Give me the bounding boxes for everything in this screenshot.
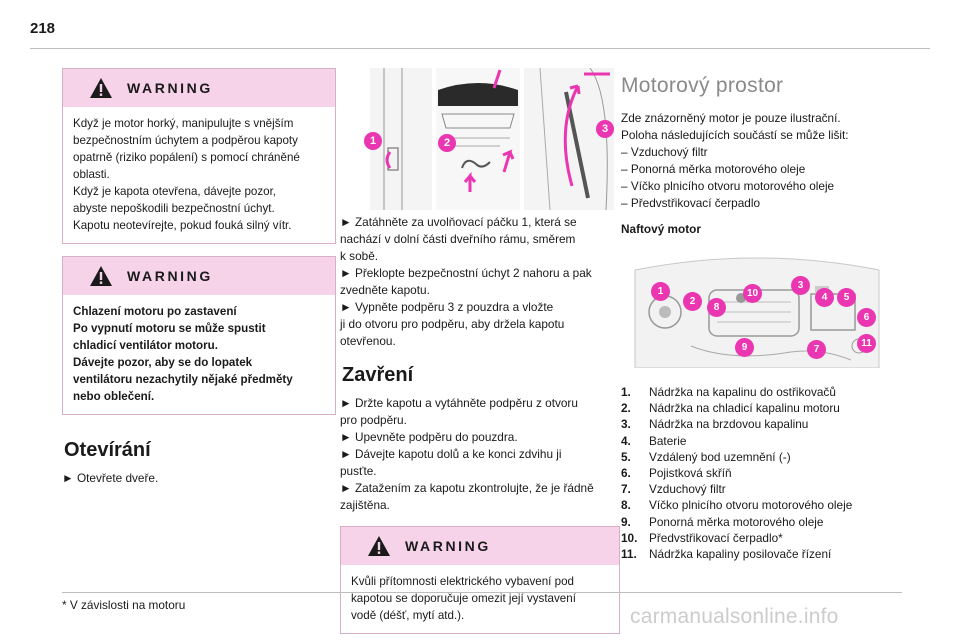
engine-intro: Zde znázorněný motor je pouze ilustrační. Poloha následujících součástí se může lišit: – Vzduchový filtr – Ponorná měrka motorového oleje – Víčko plnicího otvoru motorového oleje – Předvstřikovací čerpadlo bbox=[621, 111, 849, 210]
warning-text: Chlazení motoru po zastavení Po vypnutí motoru se může spustit chladicí ventilátor motoru. Dávejte pozor, aby se do lopatek ventilátoru nezachytily nějaké předměty nebo oblečení. bbox=[73, 305, 293, 403]
list-item: 2. Nádržka na chladicí kapalinu motoru bbox=[621, 401, 840, 416]
section-heading-closing: Zavření bbox=[342, 364, 414, 386]
list-item: 3. Nádržka na brzdovou kapalinu bbox=[621, 417, 809, 432]
opening-steps: ► Zatáhněte za uvolňovací páčku 1, která se nachází v dolní části dveřního rámu, směrem k sobě. ► Překlopte bezpečnostní úchyt 2 nahoru a pak zvedněte kapotu. ► Vypněte podpěru 3 z pouzdra a vložte ji do otvoru pro podpěru, aby držela kapotu otevřenou. bbox=[340, 215, 592, 348]
engine-type-label: Naftový motor bbox=[621, 222, 701, 236]
warning-box-cooling-fan bbox=[62, 256, 336, 415]
warning-triangle-icon bbox=[367, 535, 391, 557]
hood-illustration-graphic bbox=[344, 68, 618, 210]
warning-text: Když je motor horký, manipulujte s vnějším bezpečnostním úchytem a podpěrou kapoty opatrně (riziko popálení) s pomocí chráněné oblasti. Když je kapota otevřena, dávejte pozor, abyste nepoškodili bezpečnostní úchyt. Kapotu neotevírejte, pokud fouká silný vítr. bbox=[73, 117, 300, 232]
warning-text: Kvůli přítomnosti elektrického vybavení pod kapotou se doporučuje omezit její vystavení vodě (déšť, mytí atd.). bbox=[351, 575, 576, 622]
list-item: 5. Vzdálený bod uzemnění (-) bbox=[621, 449, 791, 464]
list-item: 10. Předvstřikovací čerpadlo* bbox=[621, 530, 783, 545]
engine-callout-3: 3 bbox=[791, 276, 810, 295]
engine-callout-6: 6 bbox=[857, 308, 876, 327]
left-column bbox=[62, 68, 336, 487]
warning-header bbox=[63, 69, 335, 107]
section-heading-opening: Otevírání bbox=[64, 439, 151, 461]
engine-callout-4: 4 bbox=[815, 288, 834, 307]
list-item: 9. Ponorná měrka motorového oleje bbox=[621, 514, 824, 529]
engine-callout-5: 5 bbox=[837, 288, 856, 307]
list-item: 4. Baterie bbox=[621, 433, 687, 448]
page-number: 218 bbox=[30, 20, 56, 37]
warning-box-hot-engine bbox=[62, 68, 336, 244]
hood-release-illustration bbox=[344, 68, 618, 210]
list-item: 11. Nádržka kapaliny posilovače řízení bbox=[621, 547, 832, 562]
warning-triangle-icon bbox=[89, 77, 113, 99]
list-item: 1. Nádržka na kapalinu do ostřikovačů bbox=[621, 385, 836, 399]
engine-callout-9: 9 bbox=[735, 338, 754, 357]
warning-header bbox=[341, 527, 619, 565]
engine-callout-7: 7 bbox=[807, 340, 826, 359]
watermark: carmanualsonline.info bbox=[630, 605, 839, 628]
callout-3: 3 bbox=[596, 120, 614, 138]
callout-2: 2 bbox=[438, 134, 456, 152]
warning-title: WARNING bbox=[405, 538, 491, 554]
warning-title: WARNING bbox=[127, 268, 213, 284]
page-title: Motorový prostor bbox=[621, 74, 784, 97]
callout-1: 1 bbox=[364, 132, 382, 150]
engine-callout-10: 10 bbox=[743, 284, 762, 303]
list-item: 8. Víčko plnicího otvoru motorového oleje bbox=[621, 498, 853, 513]
engine-callout-2: 2 bbox=[683, 292, 702, 311]
engine-callout-8: 8 bbox=[707, 298, 726, 317]
list-item: 6. Pojistková skříň bbox=[621, 466, 732, 481]
middle-column bbox=[340, 68, 620, 634]
parts-list bbox=[621, 384, 902, 562]
warning-box-electrical bbox=[340, 526, 620, 634]
warning-title: WARNING bbox=[127, 80, 213, 96]
header-divider bbox=[30, 48, 930, 49]
footer-divider bbox=[62, 592, 902, 593]
warning-header bbox=[63, 257, 335, 295]
footnote: * V závislosti na motoru bbox=[62, 598, 186, 612]
engine-callout-11: 11 bbox=[857, 334, 876, 353]
closing-steps: ► Držte kapotu a vytáhněte podpěru z otvoru pro podpěru. ► Upevněte podpěru do pouzdra. ► Dávejte kapotu dolů a ke konci zdvihu ji pusťte. ► Zatažením za kapotu zkontrolujte, že je řádně zajištěna. bbox=[340, 396, 594, 512]
engine-bay-graphic bbox=[631, 250, 883, 368]
right-column bbox=[621, 68, 902, 562]
warning-triangle-icon bbox=[89, 265, 113, 287]
list-item: 7. Vzduchový filtr bbox=[621, 482, 726, 497]
engine-callout-1: 1 bbox=[651, 282, 670, 301]
engine-bay-illustration bbox=[631, 250, 883, 368]
opening-instructions: ► Otevřete dveře. bbox=[62, 471, 159, 485]
